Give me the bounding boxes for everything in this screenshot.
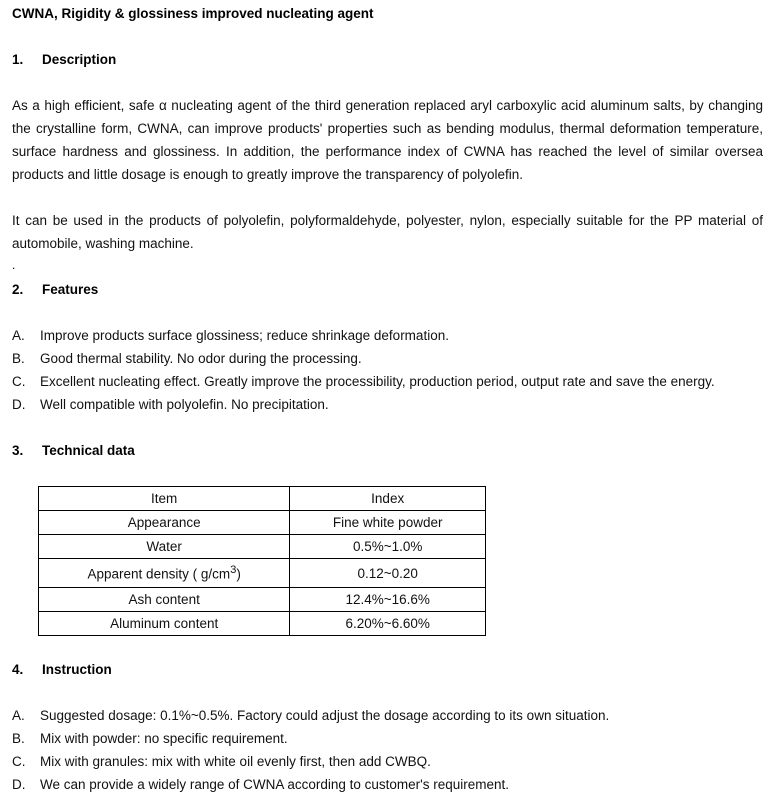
table-cell bbox=[39, 559, 290, 588]
list-item bbox=[12, 393, 715, 416]
table-row bbox=[39, 535, 486, 559]
table-row bbox=[39, 511, 486, 535]
table-row bbox=[39, 559, 486, 588]
section-heading-text: Instruction bbox=[42, 662, 112, 677]
section-heading-text: Technical data bbox=[42, 443, 135, 458]
list-text: Suggested dosage: 0.1%~0.5%. Factory could adjust the dosage according to its own situation. bbox=[40, 708, 610, 723]
description-paragraph-2: It can be used in the products of polyolefin, polyformaldehyde, polyester, nylon, especially suitable for the PP material of automobile, washing machine. bbox=[12, 213, 763, 251]
instruction-heading bbox=[12, 662, 112, 677]
table-header-row bbox=[39, 487, 486, 511]
density-superscript: 3 bbox=[230, 564, 237, 577]
list-letter: C. bbox=[12, 754, 26, 769]
section-number: 3. bbox=[12, 443, 24, 458]
density-label-end: ) bbox=[236, 566, 241, 582]
list-text: Excellent nucleating effect. Greatly improve the processibility, production period, output rate and save the energy. bbox=[40, 374, 715, 389]
list-text: Mix with powder: no specific requirement. bbox=[40, 731, 288, 746]
table-cell: 0.5%~1.0% bbox=[290, 535, 486, 559]
table-cell: 6.20%~6.60% bbox=[290, 612, 486, 636]
technical-heading bbox=[12, 443, 135, 458]
table-cell: 12.4%~16.6% bbox=[290, 588, 486, 612]
table-cell: Appearance bbox=[39, 511, 290, 535]
list-letter: B. bbox=[12, 351, 25, 366]
list-text: We can provide a widely range of CWNA according to customer's requirement. bbox=[40, 777, 510, 792]
list-item bbox=[12, 704, 609, 727]
list-text: Improve products surface glossiness; reduce shrinkage deformation. bbox=[40, 328, 449, 343]
table-header-cell: Index bbox=[290, 487, 486, 511]
list-text: Good thermal stability. No odor during the processing. bbox=[40, 351, 362, 366]
section-number: 4. bbox=[12, 662, 24, 677]
list-item bbox=[12, 750, 609, 773]
description-paragraph-1: As a high efficient, safe α nucleating agent of the third generation replaced aryl carboxylic acid aluminum salts, by changing the crystalline form, CWNA, can improve products' properties such as bending modulus, thermal deformation temperature, surface hardness and glossiness. In addition, the performance index of CWNA has reached the level of similar oversea products and little dosage is enough to greatly improve the transparency of polyolefin. bbox=[12, 98, 763, 182]
list-item bbox=[12, 773, 609, 796]
table-cell: Fine white powder bbox=[290, 511, 486, 535]
features-heading bbox=[12, 282, 98, 297]
features-list bbox=[12, 324, 715, 416]
table-cell: Ash content bbox=[39, 588, 290, 612]
technical-data-table bbox=[38, 486, 486, 636]
section-heading-text: Description bbox=[42, 52, 117, 67]
section-heading-text: Features bbox=[42, 282, 99, 297]
table-cell: Aluminum content bbox=[39, 612, 290, 636]
table-row bbox=[39, 612, 486, 636]
section-number: 1. bbox=[12, 52, 24, 67]
document-title: CWNA, Rigidity & glossiness improved nucleating agent bbox=[12, 6, 374, 21]
instruction-list bbox=[12, 704, 609, 796]
section-number: 2. bbox=[12, 282, 24, 297]
list-text: Well compatible with polyolefin. No precipitation. bbox=[40, 397, 329, 412]
list-letter: D. bbox=[12, 397, 26, 412]
list-letter: A. bbox=[12, 708, 25, 723]
table-cell: Water bbox=[39, 535, 290, 559]
list-letter: A. bbox=[12, 328, 25, 343]
table-cell: 0.12~0.20 bbox=[290, 559, 486, 588]
list-letter: D. bbox=[12, 777, 26, 792]
table-header-cell: Item bbox=[39, 487, 290, 511]
list-item bbox=[12, 370, 715, 393]
table-row bbox=[39, 588, 486, 612]
list-text: Mix with granules: mix with white oil evenly first, then add CWBQ. bbox=[40, 754, 431, 769]
list-item bbox=[12, 324, 715, 347]
list-item bbox=[12, 347, 715, 370]
list-item bbox=[12, 727, 609, 750]
stray-mark: . bbox=[12, 258, 16, 272]
density-label: Apparent density ( g/cm bbox=[87, 566, 231, 582]
list-letter: B. bbox=[12, 731, 25, 746]
description-heading bbox=[12, 52, 116, 67]
list-letter: C. bbox=[12, 374, 26, 389]
